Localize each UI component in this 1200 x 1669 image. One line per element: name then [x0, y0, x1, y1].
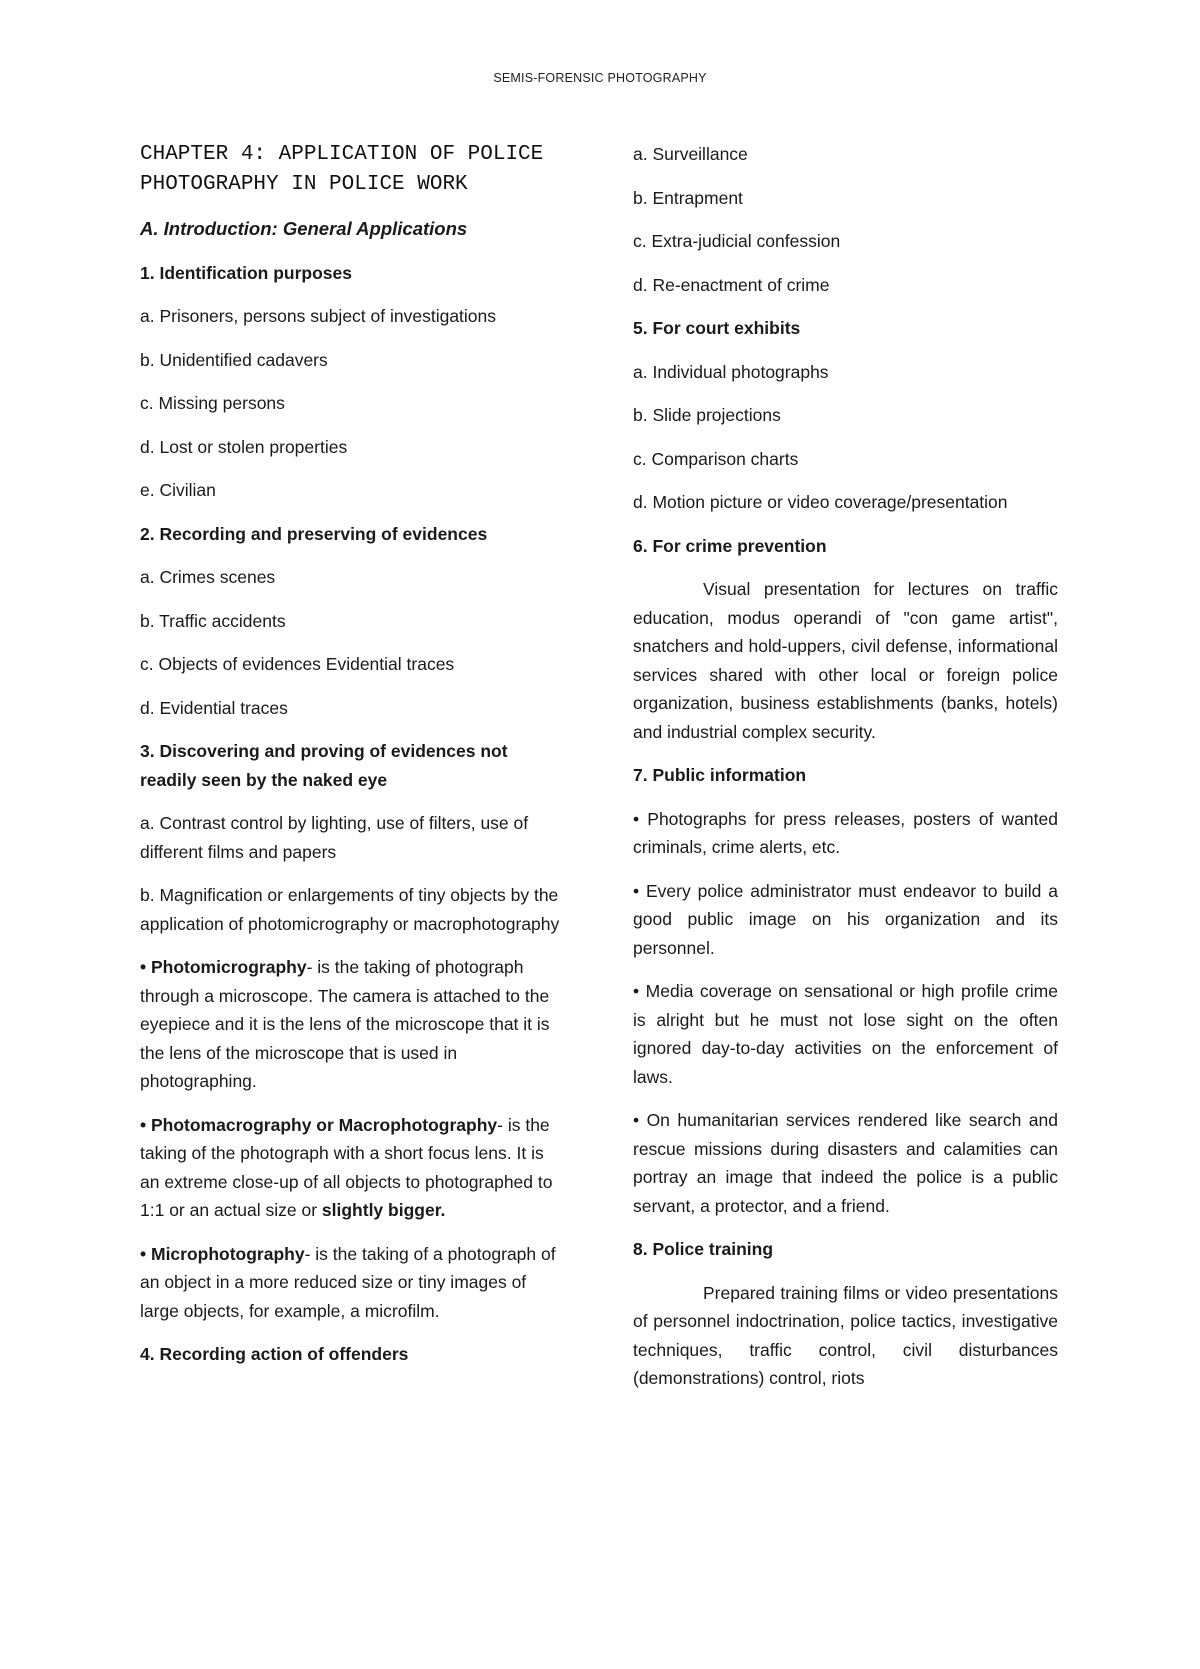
bullet-paragraph: • Photographs for press releases, posters of wanted criminals, crime alerts, etc.	[633, 808, 1058, 857]
list-item: d. Motion picture or video coverage/presentation	[633, 492, 1008, 512]
right-column	[633, 140, 1058, 1408]
chapter-title: CHAPTER 4: APPLICATION OF POLICE PHOTOGRAPHY IN POLICE WORK	[140, 143, 544, 196]
list-item: a. Surveillance	[633, 144, 748, 164]
bullet-paragraph: • Every police administrator must endeavor to build a good public image on his organization and its personnel.	[633, 880, 1058, 958]
list-item: d. Evidential traces	[140, 697, 288, 718]
list-item: b. Magnification or enlargements of tiny objects by the application of photomicrography or macrophotography	[140, 885, 560, 934]
definition-text: - is the taking of the photograph with a short focus lens. It is an extreme close-up of all objects to photographed to 1:1 or an actual size or	[140, 1114, 553, 1220]
section-heading: 8. Police training	[633, 1239, 774, 1259]
section-heading: 2. Recording and preserving of evidences	[140, 523, 488, 544]
list-item: c. Extra-judicial confession	[633, 231, 841, 251]
running-header: SEMIS-FORENSIC PHOTOGRAPHY	[493, 71, 707, 85]
list-item: c. Comparison charts	[633, 448, 799, 469]
list-item: a. Contrast control by lighting, use of filters, use of different films and papers	[140, 813, 529, 862]
list-item: b. Slide projections	[633, 405, 781, 425]
left-column	[140, 140, 560, 1384]
body-paragraph: Prepared training films or video presentations of personnel indoctrination, police tactics, investigative techniques, traffic control, civil disturbances (demonstrations) control, riots	[633, 1282, 1058, 1388]
list-item: b. Unidentified cadavers	[140, 349, 328, 370]
section-heading: 7. Public information	[633, 765, 807, 785]
emphasis-text: slightly bigger.	[321, 1200, 446, 1220]
list-item: a. Crimes scenes	[140, 567, 276, 587]
section-heading: 4. Recording action of offenders	[140, 1344, 409, 1364]
list-item: b. Entrapment	[633, 187, 743, 208]
definition-paragraph	[140, 1240, 560, 1326]
term: • Microphotography	[140, 1243, 305, 1264]
bullet-paragraph: • On humanitarian services rendered like search and rescue missions during disasters and calamities can portray an image that indeed the police is a public servant, a protector, and a friend.	[633, 1110, 1058, 1216]
section-heading: 5. For court exhibits	[633, 318, 801, 338]
definition-paragraph	[140, 1111, 560, 1225]
definition-text: - is the taking of a photograph of an object in a more reduced size or tiny images of large objects, for example, a microfilm.	[140, 1243, 556, 1321]
list-item: e. Civilian	[140, 480, 216, 500]
intro-heading: A. Introduction: General Applications	[140, 218, 468, 239]
list-item: a. Prisoners, persons subject of investigations	[140, 306, 497, 326]
term: • Photomacrography or Macrophotography	[140, 1114, 498, 1135]
list-item: c. Objects of evidences Evidential traces	[140, 654, 455, 674]
definition-text: - is the taking of photograph through a microscope. The camera is attached to the eyepiece and it is the lens of the microscope that it is the lens of the microscope that is used in photographing.	[140, 957, 550, 1091]
list-item: c. Missing persons	[140, 393, 285, 413]
list-item: d. Lost or stolen properties	[140, 436, 348, 457]
bullet-paragraph: • Media coverage on sensational or high profile crime is alright but he must not lose sight on the often ignored day-to-day activities on the enforcement of laws.	[633, 981, 1058, 1087]
section-heading: 1. Identification purposes	[140, 262, 352, 283]
term: • Photomicrography	[140, 957, 307, 977]
section-heading: 6. For crime prevention	[633, 535, 827, 556]
list-item: b. Traffic accidents	[140, 610, 286, 631]
list-item: a. Individual photographs	[633, 361, 829, 382]
list-item: d. Re-enactment of crime	[633, 274, 830, 295]
body-paragraph: Visual presentation for lectures on traffic education, modus operandi of "con game artist", snatchers and hold-uppers, civil defense, informational services shared with other local or foreign police organization, business establishments (banks, hotels) and industrial complex security.	[633, 579, 1058, 742]
definition-paragraph	[140, 953, 560, 1096]
section-heading: 3. Discovering and proving of evidences not readily seen by the naked eye	[140, 741, 508, 790]
